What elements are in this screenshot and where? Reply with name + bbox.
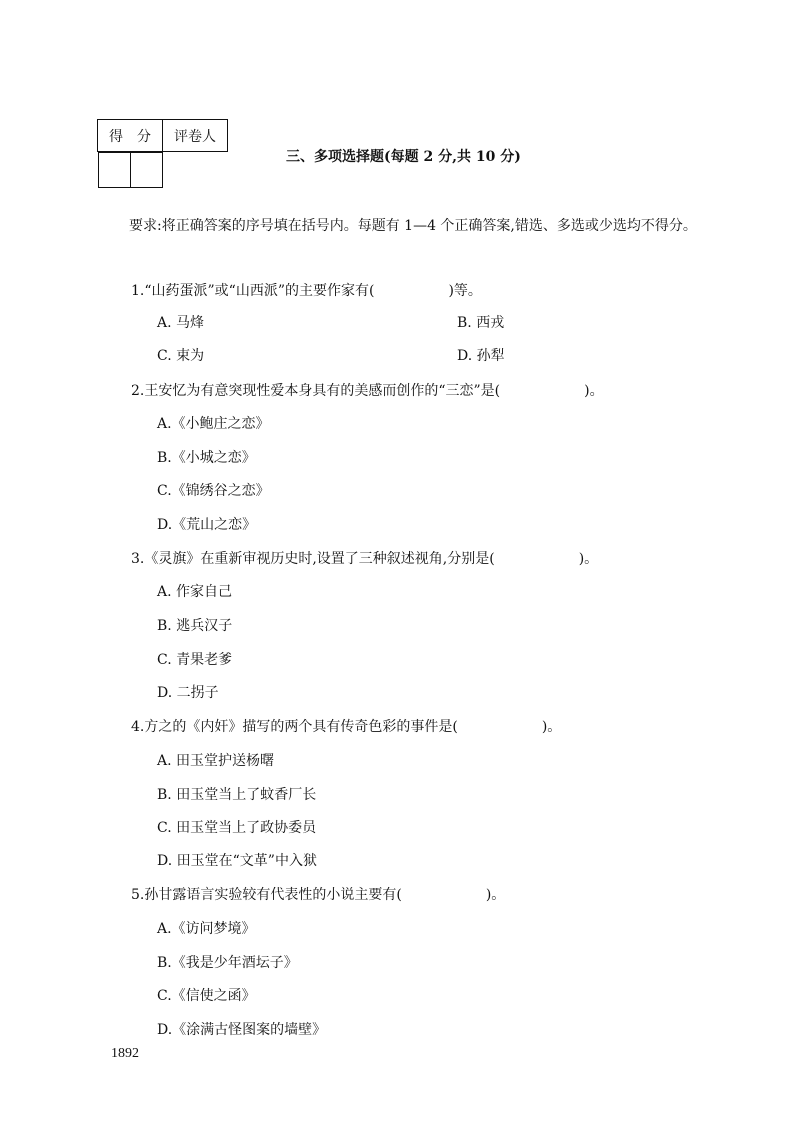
question-2 — [131, 381, 604, 401]
question-1 — [131, 281, 482, 301]
question-3-stem: 3.《灵旗》在重新审视历史时,设置了三种叙述视角,分别是( — [131, 551, 495, 567]
option-4d: D. 田玉堂在“文革”中入狱 — [157, 853, 317, 869]
score-table — [97, 119, 228, 188]
score-header: 得 分 — [98, 120, 163, 152]
option-4a: A. 田玉堂护送杨曙 — [157, 753, 275, 769]
score-cell[interactable] — [98, 153, 130, 188]
option-5c: C.《信使之函》 — [157, 988, 256, 1004]
question-4 — [131, 717, 561, 737]
option-1a: A. 马烽 — [157, 315, 205, 331]
option-5d: D.《涂满古怪图案的墙壁》 — [157, 1022, 327, 1038]
option-3c: C. 青果老爹 — [157, 652, 233, 668]
question-5 — [131, 885, 505, 905]
option-2b: B.《小城之恋》 — [157, 450, 256, 466]
option-4c: C. 田玉堂当上了政协委员 — [157, 820, 317, 836]
question-1-stem: 1.“山药蛋派”或“山西派”的主要作家有( — [131, 283, 375, 299]
option-2c: C.《锦绣谷之恋》 — [157, 483, 270, 499]
question-2-stem: 2.王安忆为有意突现性爱本身具有的美感而创作的“三恋”是( — [131, 383, 501, 399]
question-1-stem-end: )等。 — [448, 283, 482, 299]
question-2-stem-end: )。 — [584, 383, 604, 399]
option-1d: D. 孙犁 — [457, 348, 505, 364]
grader-header: 评卷人 — [163, 120, 228, 152]
page-number: 1892 — [111, 1046, 139, 1061]
question-4-stem: 4.方之的《内奸》描写的两个具有传奇色彩的事件是( — [131, 719, 458, 735]
grader-cell[interactable] — [130, 153, 162, 188]
question-4-stem-end: )。 — [541, 719, 562, 735]
option-5b: B.《我是少年酒坛子》 — [157, 955, 298, 971]
option-1c: C. 束为 — [157, 348, 205, 364]
question-3-stem-end: )。 — [578, 551, 599, 567]
option-1b: B. 西戎 — [457, 315, 505, 331]
question-5-stem: 5.孙甘露语言实验较有代表性的小说主要有( — [131, 887, 402, 903]
option-3b: B. 逃兵汉子 — [157, 618, 233, 634]
requirement-text: 要求:将正确答案的序号填在括号内。每题有 1—4 个正确答案,错选、多选或少选均不得分。 — [129, 218, 697, 234]
question-3 — [131, 549, 598, 569]
option-5a: A.《访问梦境》 — [157, 921, 256, 937]
option-3a: A. 作家自己 — [157, 584, 233, 600]
option-4b: B. 田玉堂当上了蚊香厂长 — [157, 787, 317, 803]
option-2d: D.《荒山之恋》 — [157, 517, 257, 533]
section-title: 三、多项选择题(每题 2 分,共 10 分) — [286, 149, 521, 165]
question-5-stem-end: )。 — [485, 887, 506, 903]
option-3d: D. 二拐子 — [157, 685, 219, 701]
option-2a: A.《小鲍庄之恋》 — [157, 416, 270, 432]
